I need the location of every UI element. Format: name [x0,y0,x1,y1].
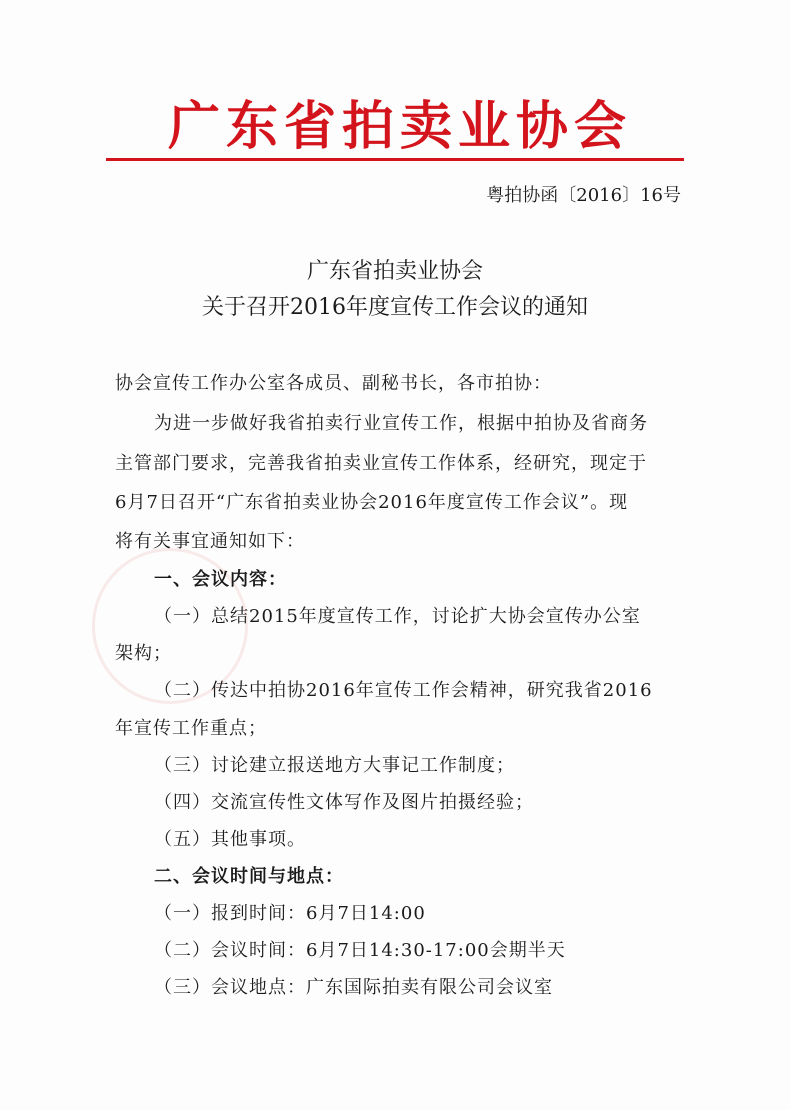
intro-line: 为进一步做好我省拍卖行业宣传工作，根据中拍协及省商务 [154,413,648,434]
section-heading-time-place: 二、会议时间与地点： [154,866,344,887]
time-place-item: （三）会议地点：广东国际拍卖有限公司会议室 [154,977,553,998]
notice-title-line-2: 关于召开2016年度宣传工作会议的通知 [202,295,588,320]
document-number: 粤拍协函〔2016〕16号 [486,185,681,206]
intro-line: 将有关事宜通知如下： [115,531,305,552]
time-place-item: （二）会议时间：6月7日14:30-17:00会期半天 [154,940,566,961]
section-heading-content: 一、会议内容： [154,569,287,590]
notice-title-line-1: 广东省拍卖业协会 [306,259,483,284]
time-place-item: （一）报到时间：6月7日14:00 [154,903,426,924]
content-item: （一）总结2015年度宣传工作，讨论扩大协会宣传办公室 [154,606,641,627]
content-item: （三）讨论建立报送地方大事记工作制度； [154,755,515,776]
letterhead-red-rule [106,158,684,161]
intro-line: 主管部门要求，完善我省拍卖业宣传工作体系，经研究，现定于 [115,453,647,474]
content-item: 年宣传工作重点； [115,718,267,739]
content-item: （二）传达中拍协2016年宣传工作会精神，研究我省2016 [154,680,653,701]
letterhead-org-name: 广东省拍卖业协会 [167,96,632,157]
content-item: （四）交流宣传性文体写作及图片拍摄经验； [154,792,534,813]
addressee: 协会宣传工作办公室各成员、副秘书长，各市拍协： [115,373,552,394]
content-item: 架构； [115,643,172,664]
intro-line: 6月7日召开“广东省拍卖业协会2016年度宣传工作会议”。现 [115,492,629,513]
content-item: （五）其他事项。 [154,829,306,850]
